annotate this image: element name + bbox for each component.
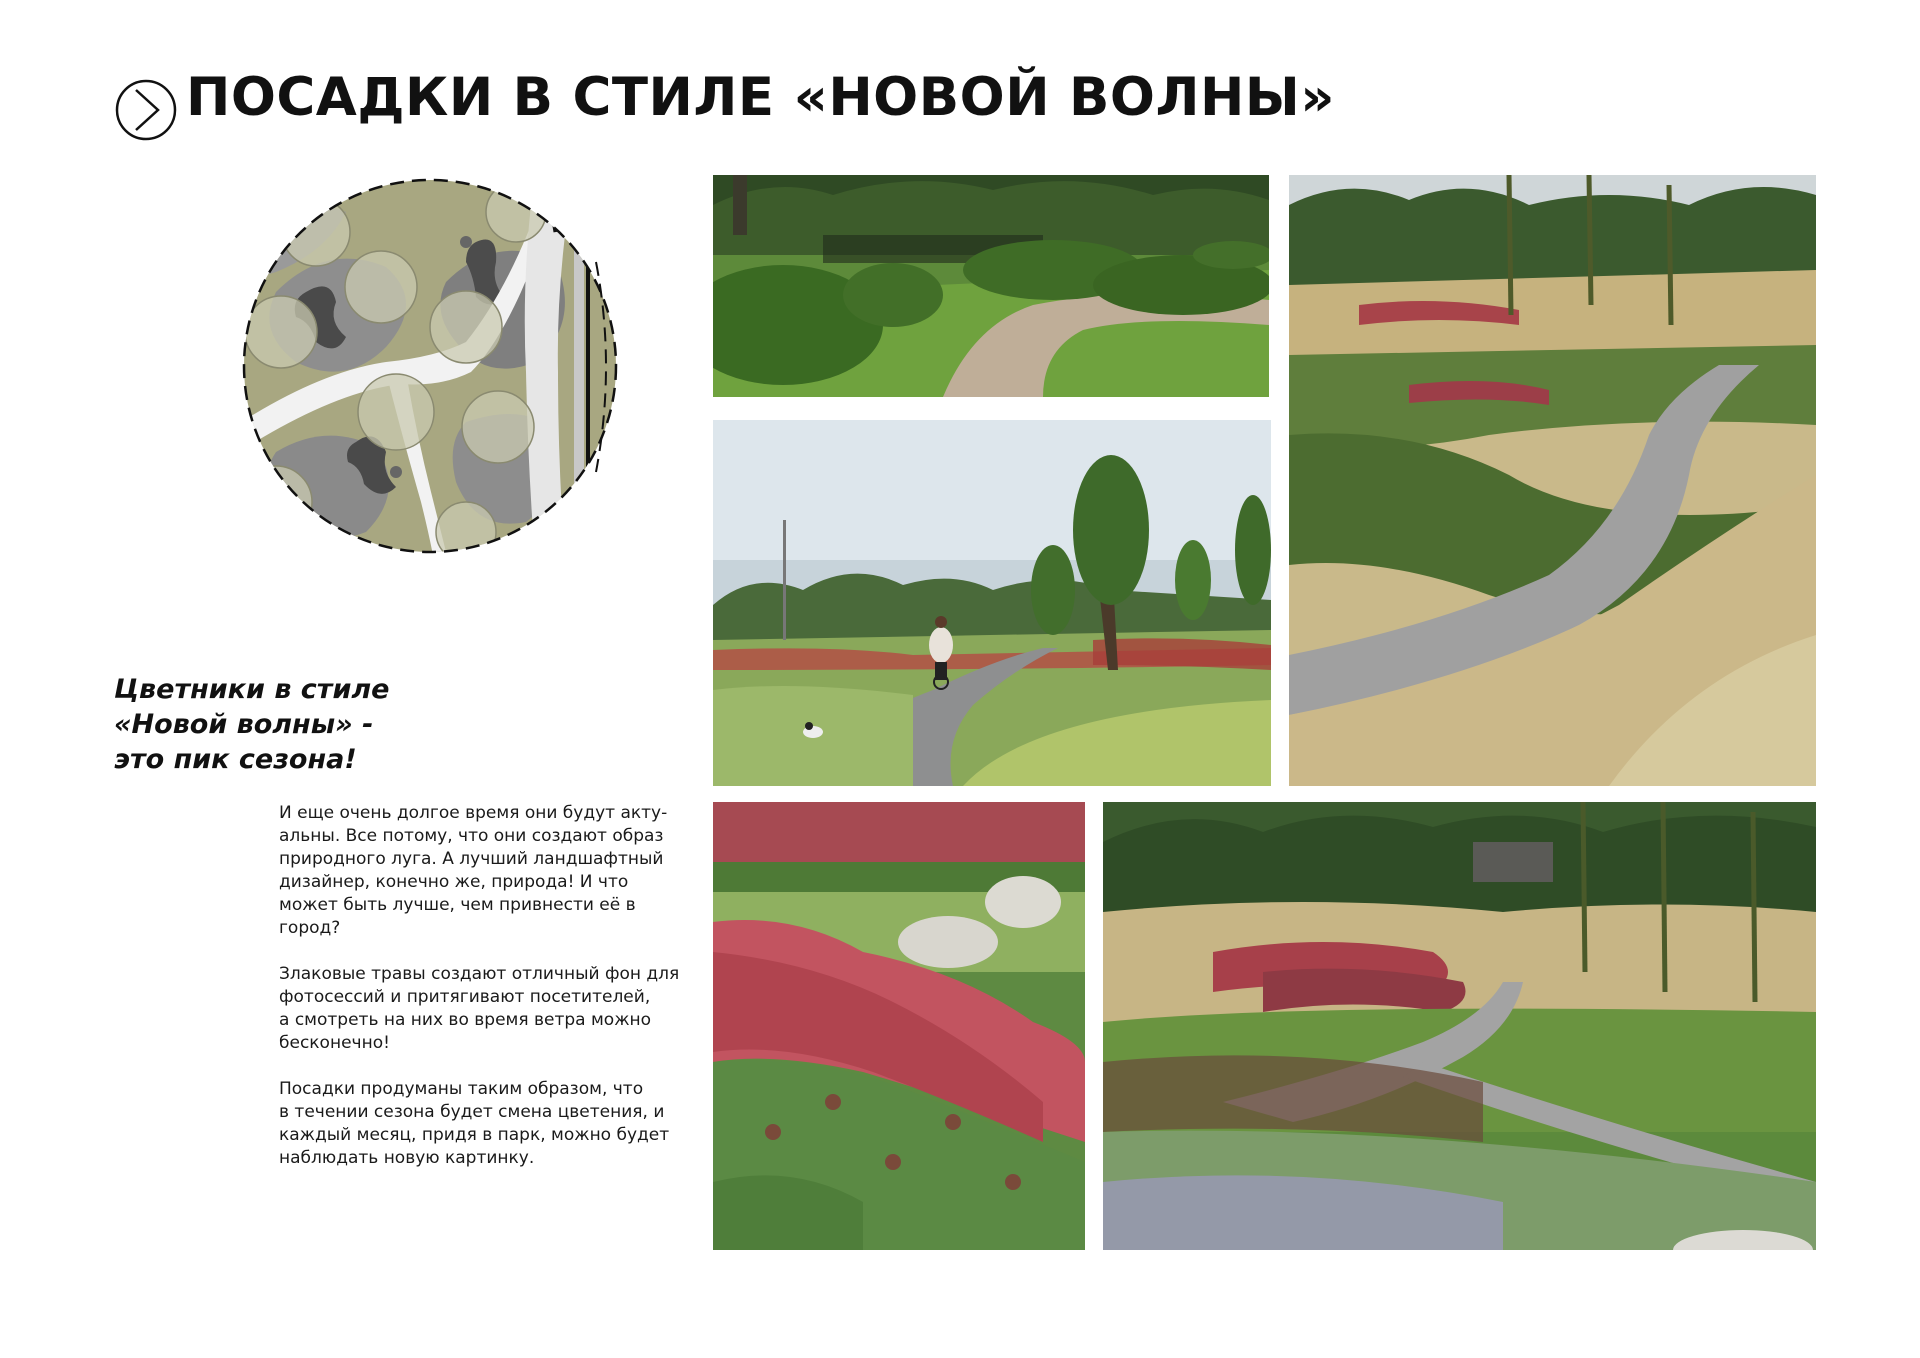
text-line: природного луга. А лучший ландшафтный	[279, 849, 664, 869]
page-title: ПОСАДКИ В СТИЛЕ «НОВОЙ ВОЛНЫ»	[186, 67, 1335, 128]
text-line: бесконечно!	[279, 1033, 390, 1053]
text-line: может быть лучше, чем привнести её в	[279, 895, 636, 915]
paragraph	[279, 963, 707, 1055]
text-line: Посадки продуманы таким образом, что	[279, 1079, 644, 1099]
text-line: наблюдать новую картинку.	[279, 1148, 535, 1168]
text-line: каждый месяц, придя в парк, можно будет	[279, 1125, 670, 1145]
text-line: фотосессий и притягивают посетителей,	[279, 987, 651, 1007]
subtitle	[114, 672, 474, 777]
photo-cyclist-path	[713, 420, 1271, 786]
text-line: город?	[279, 918, 341, 938]
body-text	[279, 802, 707, 1193]
text-line: Злаковые травы создают отличный фон для	[279, 964, 680, 984]
text-line: в течении сезона будет смена цветения, и	[279, 1102, 665, 1122]
subtitle-line: «Новой волны» -	[114, 709, 374, 740]
text-line: а смотреть на них во время ветра можно	[279, 1010, 652, 1030]
photo-hedges-path	[713, 175, 1269, 397]
paragraph	[279, 1078, 707, 1170]
site-plan-circle	[236, 172, 624, 560]
subtitle-line: это пик сезона!	[114, 744, 357, 775]
paragraph	[279, 802, 707, 940]
chevron-right-circle-icon	[114, 78, 178, 142]
text-line: альны. Все потому, что они создают образ	[279, 826, 664, 846]
photo-meadow-path	[1103, 802, 1816, 1250]
photo-grasses-path	[1289, 175, 1816, 786]
subtitle-line: Цветники в стиле	[114, 674, 390, 705]
text-line: дизайнер, конечно же, природа! И что	[279, 872, 629, 892]
photo-sedum-stones	[713, 802, 1085, 1250]
text-line: И еще очень долгое время они будут акту-	[279, 803, 668, 823]
